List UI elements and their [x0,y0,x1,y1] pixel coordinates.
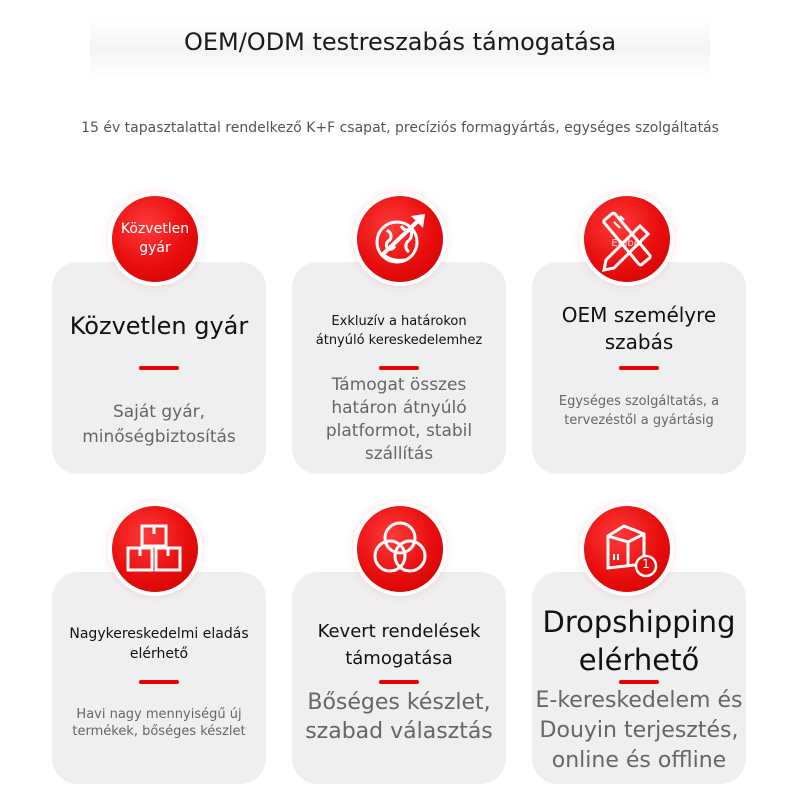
card-title: Nagykereskedelmi eladás elérhető [69,626,249,662]
card-title: Kevert rendelések támogatása [317,621,481,669]
factory-text-badge [112,196,198,282]
factory-badge-text: Közvetlen gyár [120,221,190,256]
card-title: Dropshipping elérhető [542,605,736,677]
card-description: Támogat összes határon átnyúló platformot, stabil szállítás [325,375,473,464]
card-title: OEM személyre szabás [561,303,717,354]
card-title: Exkluzív a határokon átnyúló kereskedelemhez [315,314,483,348]
three-circles-icon [357,506,443,592]
boxes-icon [112,506,198,592]
pencil-ruler-icon [584,196,670,282]
card-divider [379,366,419,370]
feature-card-wholesale [52,572,266,784]
card-divider [379,680,419,684]
card-title: Közvetlen gyár [69,312,249,340]
page-title: OEM/ODM testreszabás támogatása [183,28,617,56]
page-subtitle: 15 év tapasztalattal rendelkező K+F csapat, precíziós formagyártás, egységes szolgáltatás [81,120,719,136]
package-one-icon [584,506,670,592]
card-divider [619,680,659,684]
oem-badge-text: Embel [611,238,643,249]
card-description: Bőséges készlet, szabad választás [305,690,493,744]
card-description: Egységes szolgáltatás, a tervezéstől a gyártásig [558,394,720,428]
card-description: Saját gyár, minőségbiztosítás [82,402,236,447]
globe-arrow-icon [357,196,443,282]
card-divider [139,366,179,370]
card-divider [619,366,659,370]
card-description: Havi nagy mennyiségű új termékek, bőséges készlet [72,707,246,739]
card-description: E-kereskedelem és Douyin terjesztés, online és offline [535,688,743,773]
feature-card-mixed-orders [292,572,506,784]
card-divider [139,680,179,684]
package-one-badge: 1 [642,557,650,571]
